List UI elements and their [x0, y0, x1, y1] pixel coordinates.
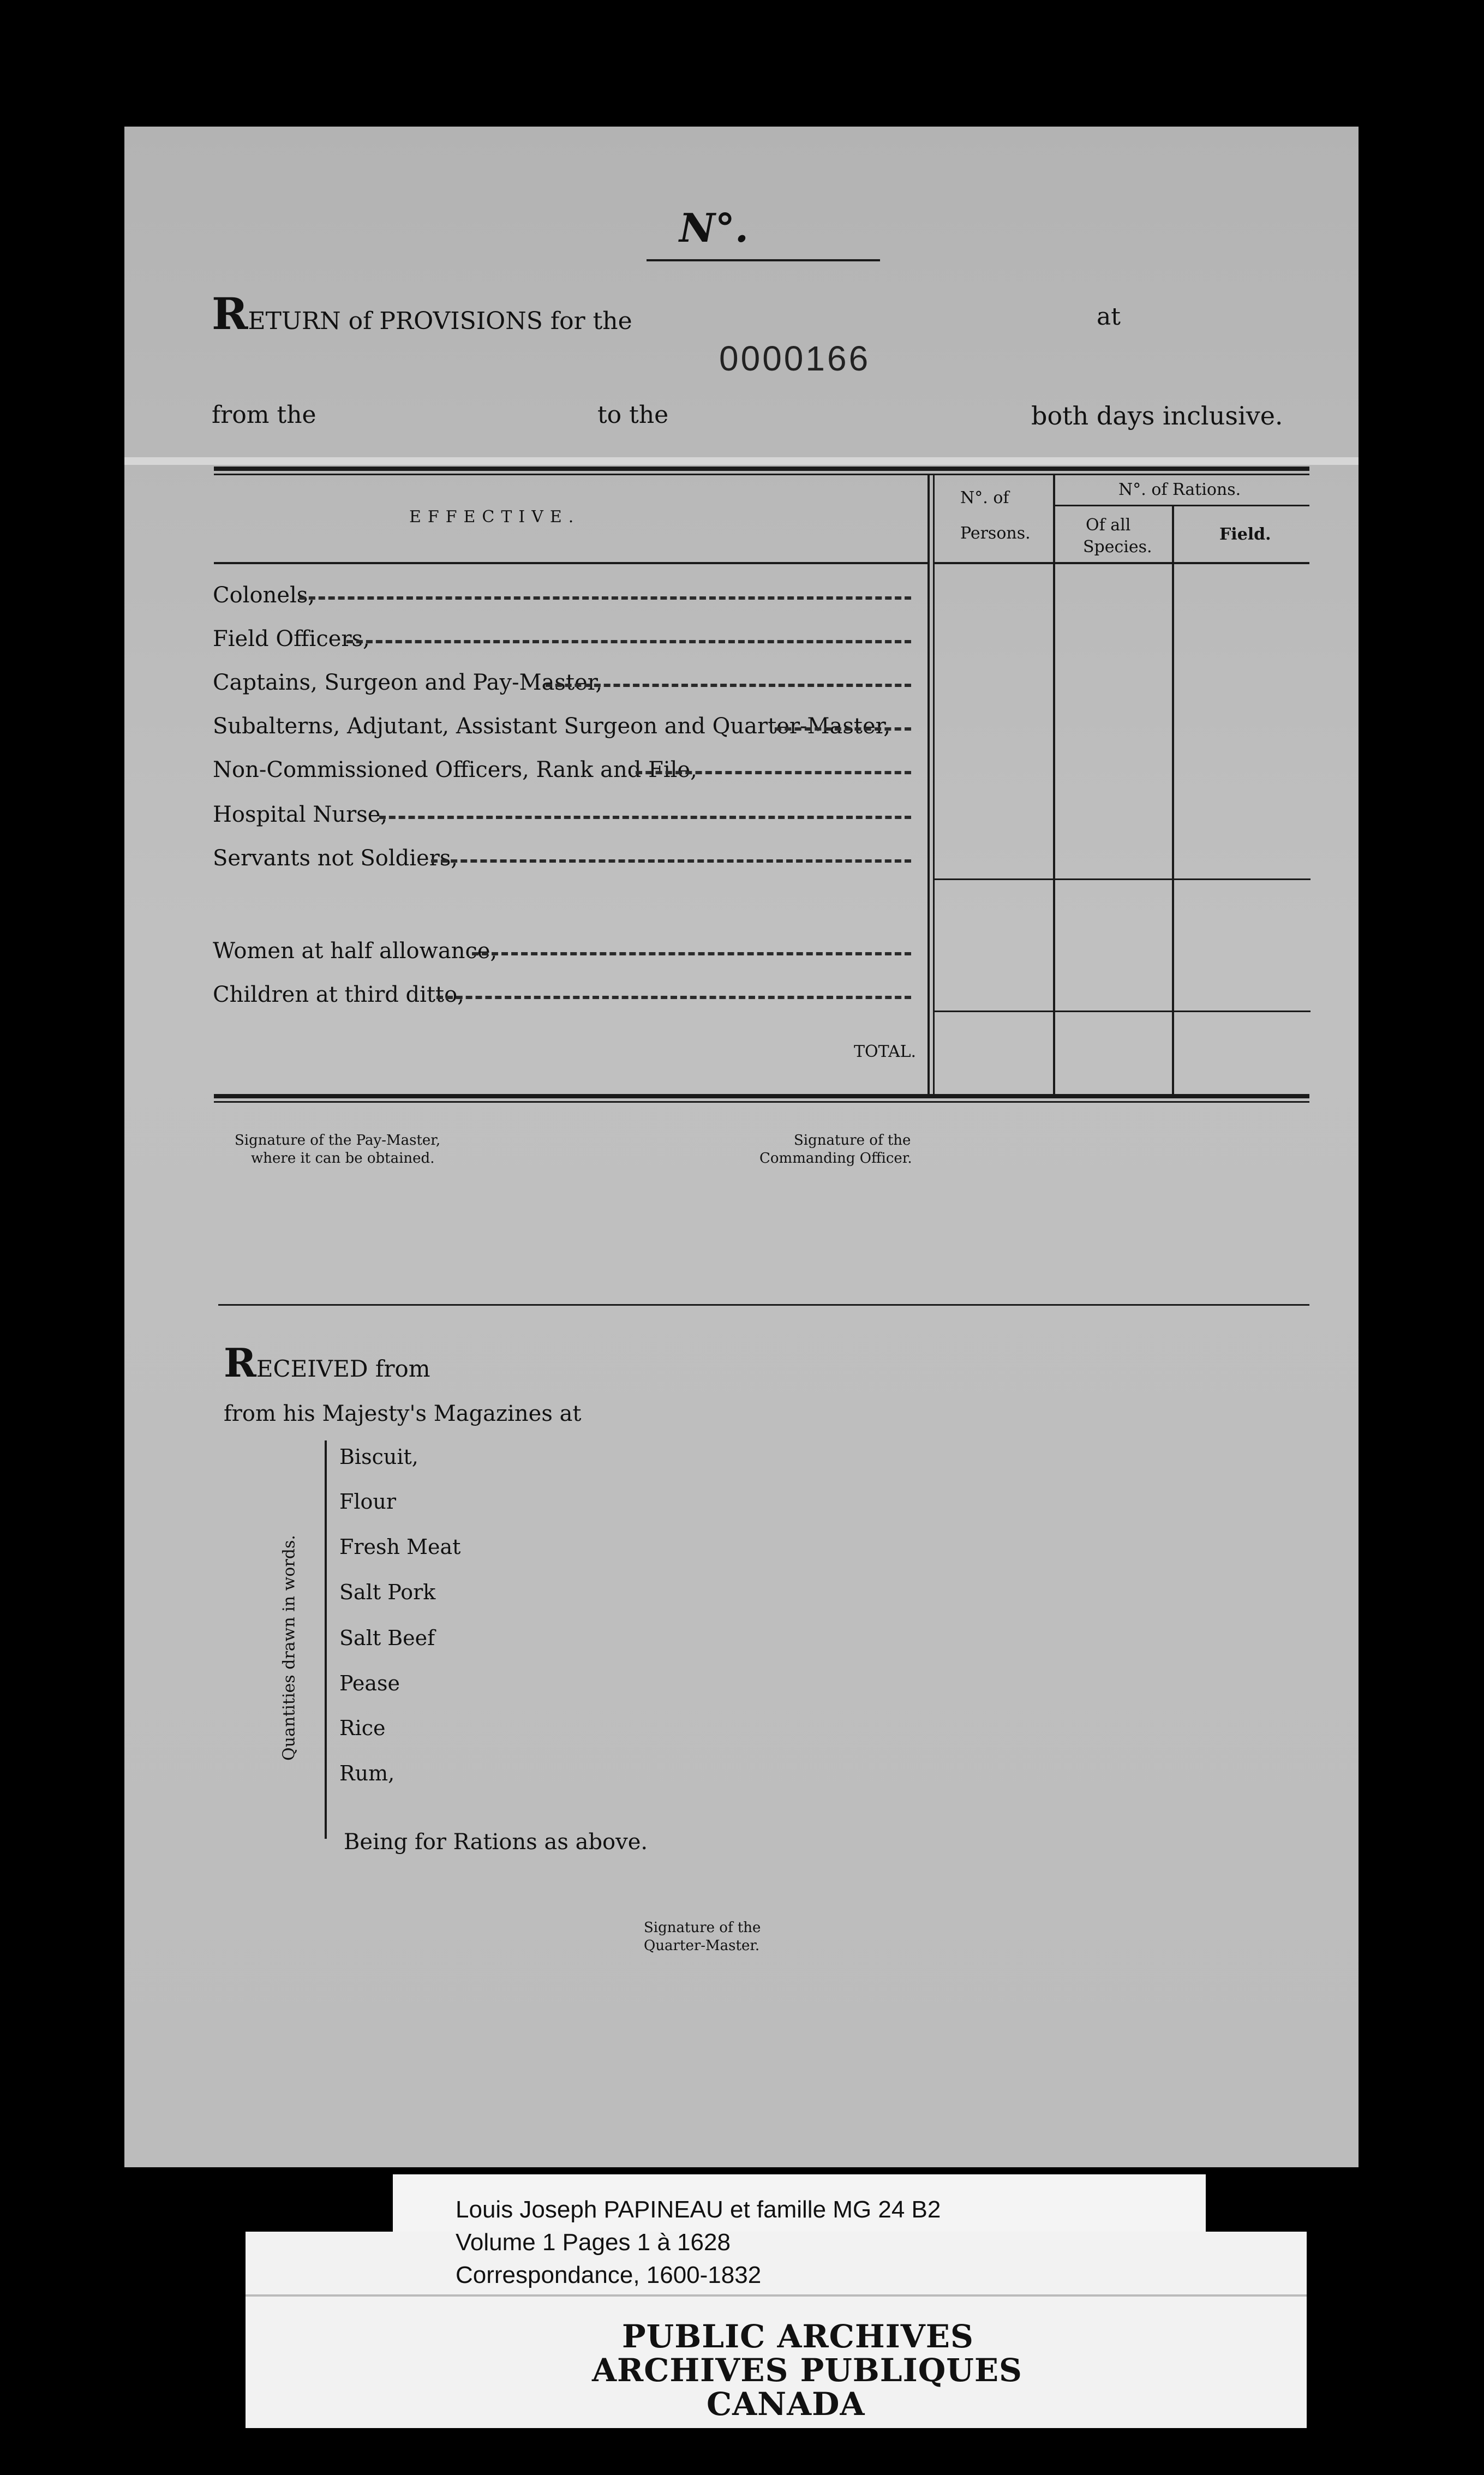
archive-line-2: Volume 1 Pages 1 à 1628: [456, 2229, 731, 2256]
item-biscuit: Biscuit,: [339, 1445, 418, 1469]
col-divider-2: [1053, 474, 1055, 1096]
item-rum: Rum,: [339, 1761, 395, 1785]
to-the-label: to the: [597, 401, 669, 429]
row-women: Women at half allowance,: [213, 938, 498, 964]
effective-header: EFFECTIVE.: [409, 507, 581, 527]
title-initial: R: [212, 288, 248, 339]
effective-header-rule: [214, 562, 927, 564]
rations-footer: Being for Rations as above.: [344, 1830, 648, 1855]
fold-line: [124, 457, 1359, 465]
commanding-signature-2: Commanding Officer.: [759, 1150, 912, 1167]
stamp-number: 0000166: [719, 339, 871, 378]
received-rest: ECEIVED from: [256, 1355, 430, 1382]
archive-stamp-1: PUBLIC ARCHIVES: [622, 2318, 974, 2355]
rations-header-rule: [1054, 505, 1309, 506]
number-label: N°.: [679, 205, 749, 251]
table-bottom-rule: [214, 1094, 1309, 1098]
row-colonels: Colonels,: [213, 583, 315, 608]
from-the-label: from the: [212, 401, 316, 429]
row-hospital-nurse-dashes: [379, 816, 911, 819]
number-underline: [647, 259, 880, 261]
numbers-header-rule: [934, 562, 1309, 564]
row-servants: Servants not Soldiers,: [213, 846, 458, 871]
paymaster-signature-1: Signature of the Pay-Master,: [235, 1132, 441, 1149]
commanding-signature-1: Signature of the: [794, 1132, 911, 1149]
table-bottom-rule-thin: [214, 1101, 1309, 1103]
title-rest: ETURN of PROVISIONS for the: [248, 307, 632, 335]
total-rule: [934, 1011, 1311, 1012]
archive-line-3: Correspondance, 1600-1832: [456, 2262, 762, 2288]
row-servants-dashes: [431, 859, 911, 863]
row-captains-dashes: [546, 684, 911, 687]
row-children: Children at third ditto,: [213, 982, 464, 1007]
section-divider: [218, 1304, 1309, 1306]
archive-stamp-3: CANADA: [707, 2386, 865, 2423]
table-top-rule-thin: [214, 474, 1309, 475]
archive-card-seam: [246, 2294, 1307, 2297]
return-title: [212, 288, 632, 339]
row-hospital-nurse: Hospital Nurse,: [213, 802, 388, 827]
all-species-header-1: Of all: [1086, 516, 1131, 535]
magazines-label: from his Majesty's Magazines at: [224, 1401, 582, 1426]
col-divider-1b: [933, 474, 935, 1096]
row-colonels-dashes: [299, 596, 911, 600]
item-flour: Flour: [339, 1490, 397, 1514]
all-species-header-2: Species.: [1083, 537, 1152, 557]
table-top-rule: [214, 467, 1309, 471]
col-divider-3: [1172, 505, 1174, 1096]
row-field-officers-dashes: [346, 640, 911, 643]
persons-header-2: Persons.: [960, 524, 1031, 543]
item-pease: Pease: [339, 1671, 400, 1695]
item-rice: Rice: [339, 1716, 386, 1740]
col-divider-1: [927, 474, 930, 1096]
quantities-bracket: [325, 1440, 327, 1839]
quartermaster-signature-1: Signature of the: [644, 1920, 761, 1936]
paymaster-signature-2: where it can be obtained.: [251, 1150, 435, 1167]
item-salt-beef: Salt Beef: [339, 1626, 435, 1650]
row-women-dashes: [472, 952, 911, 955]
received-initial: R: [224, 1340, 256, 1386]
row-subalterns-dashes: [775, 727, 911, 731]
row-nco-dashes: [636, 771, 911, 774]
total-label: TOTAL.: [854, 1042, 917, 1061]
received-title: [224, 1340, 430, 1386]
row-children-dashes: [436, 996, 911, 999]
row-field-officers: Field Officers,: [213, 626, 370, 651]
archive-line-1: Louis Joseph PAPINEAU et famille MG 24 B2: [456, 2196, 941, 2223]
item-fresh-meat: Fresh Meat: [339, 1535, 461, 1559]
subtotal-rule: [934, 878, 1311, 880]
row-captains: Captains, Surgeon and Pay-Master,: [213, 670, 603, 695]
row-subalterns: Subalterns, Adjutant, Assistant Surgeon and Quarter-Master,: [213, 714, 891, 739]
quantities-side-label: Quantities drawn in words.: [279, 1535, 299, 1761]
at-label: at: [1097, 303, 1121, 331]
persons-header-1: N°. of: [960, 488, 1009, 507]
archive-stamp-2: ARCHIVES PUBLIQUES: [592, 2352, 1022, 2389]
rations-header: N°. of Rations.: [1118, 480, 1241, 499]
row-nco: Non-Commissioned Officers, Rank and File,: [213, 757, 697, 782]
item-salt-pork: Salt Pork: [339, 1580, 436, 1604]
quartermaster-signature-2: Quarter-Master.: [644, 1938, 760, 1954]
field-header: Field.: [1219, 525, 1271, 544]
inclusive-label: both days inclusive.: [1031, 401, 1283, 431]
